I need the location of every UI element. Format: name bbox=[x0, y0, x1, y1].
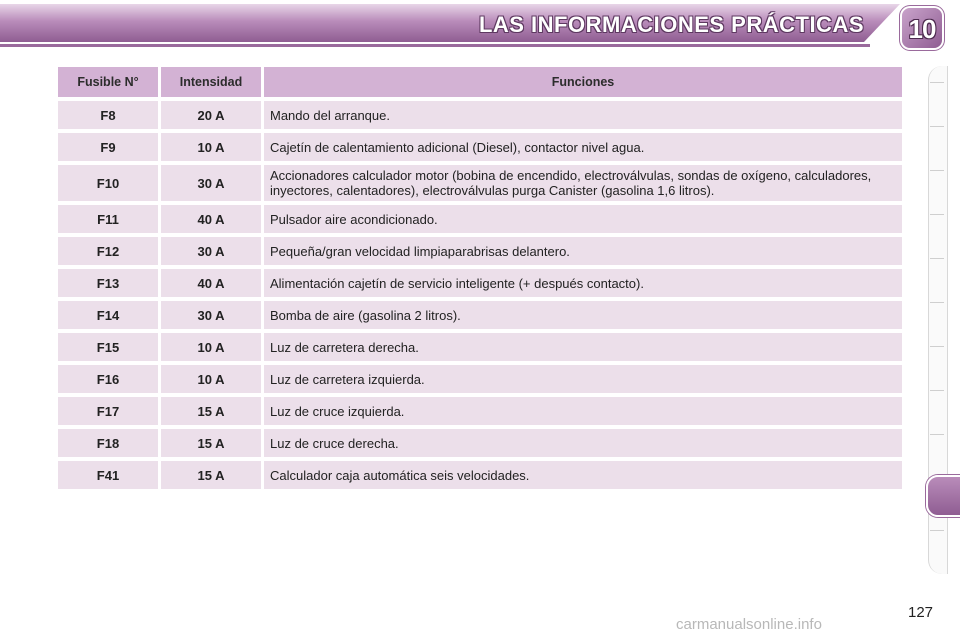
tab-divider bbox=[930, 214, 944, 215]
fuse-number: F18 bbox=[58, 429, 158, 457]
fuse-function: Calculador caja automática seis velocidades. bbox=[264, 461, 902, 489]
table-row bbox=[58, 429, 902, 457]
fuse-amperage: 30 A bbox=[161, 301, 261, 329]
tab-divider bbox=[930, 390, 944, 391]
fuse-function: Pequeña/gran velocidad limpiaparabrisas delantero. bbox=[264, 237, 902, 265]
fuse-number: F15 bbox=[58, 333, 158, 361]
tab-divider bbox=[930, 170, 944, 171]
fuse-function: Cajetín de calentamiento adicional (Diesel), contactor nivel agua. bbox=[264, 133, 902, 161]
fuse-amperage: 10 A bbox=[161, 333, 261, 361]
fuse-amperage: 15 A bbox=[161, 397, 261, 425]
tab-divider bbox=[930, 126, 944, 127]
chapter-badge bbox=[902, 8, 942, 48]
fuse-amperage: 15 A bbox=[161, 429, 261, 457]
fuse-number: F9 bbox=[58, 133, 158, 161]
tab-divider bbox=[930, 258, 944, 259]
fuse-function: Accionadores calculador motor (bobina de encendido, electroválvulas, sondas de oxígeno, calculadores, inyectores, calentadores), electroválvulas purga Canister (gasolina 1,6 litros). bbox=[264, 165, 902, 201]
table-row bbox=[58, 237, 902, 265]
table-row bbox=[58, 365, 902, 393]
fuse-function: Alimentación cajetín de servicio inteligente (+ después contacto). bbox=[264, 269, 902, 297]
fuse-number: F41 bbox=[58, 461, 158, 489]
fuse-number: F8 bbox=[58, 101, 158, 129]
tab-divider bbox=[930, 82, 944, 83]
table-row bbox=[58, 133, 902, 161]
fuse-amperage: 10 A bbox=[161, 365, 261, 393]
chapter-number: 10 bbox=[908, 14, 936, 44]
column-header-functions: Funciones bbox=[264, 67, 902, 97]
table-header-row bbox=[58, 67, 902, 97]
fuse-amperage: 30 A bbox=[161, 165, 261, 201]
tab-divider bbox=[930, 530, 944, 531]
page-header bbox=[0, 0, 960, 52]
table-row bbox=[58, 205, 902, 233]
header-underline bbox=[0, 44, 870, 47]
watermark: carmanualsonline.info bbox=[676, 616, 822, 633]
fuse-number: F13 bbox=[58, 269, 158, 297]
fuse-number: F10 bbox=[58, 165, 158, 201]
fuse-amperage: 40 A bbox=[161, 269, 261, 297]
fuse-amperage: 30 A bbox=[161, 237, 261, 265]
fuse-function: Luz de cruce izquierda. bbox=[264, 397, 902, 425]
fuse-amperage: 10 A bbox=[161, 133, 261, 161]
chapter-tab-active[interactable] bbox=[926, 475, 960, 517]
fuse-function: Luz de carretera derecha. bbox=[264, 333, 902, 361]
fuse-function: Bomba de aire (gasolina 2 litros). bbox=[264, 301, 902, 329]
tab-divider bbox=[930, 434, 944, 435]
fuse-function: Mando del arranque. bbox=[264, 101, 902, 129]
table-row bbox=[58, 269, 902, 297]
table-row bbox=[58, 101, 902, 129]
table-row bbox=[58, 301, 902, 329]
tab-divider bbox=[930, 346, 944, 347]
fuse-number: F16 bbox=[58, 365, 158, 393]
fuse-number: F17 bbox=[58, 397, 158, 425]
table-row bbox=[58, 333, 902, 361]
fuse-number: F12 bbox=[58, 237, 158, 265]
page-title: LAS INFORMACIONES PRÁCTICAS bbox=[478, 12, 864, 37]
fuse-amperage: 20 A bbox=[161, 101, 261, 129]
fuse-function: Pulsador aire acondicionado. bbox=[264, 205, 902, 233]
fuse-amperage: 15 A bbox=[161, 461, 261, 489]
column-header-fuse: Fusible N° bbox=[58, 67, 158, 97]
column-header-amperage: Intensidad bbox=[161, 67, 261, 97]
table-row bbox=[58, 461, 902, 489]
page-number: 127 bbox=[908, 604, 934, 621]
fuse-function: Luz de cruce derecha. bbox=[264, 429, 902, 457]
table-row bbox=[58, 397, 902, 425]
fuse-table bbox=[55, 63, 905, 493]
fuse-number: F11 bbox=[58, 205, 158, 233]
fuse-amperage: 40 A bbox=[161, 205, 261, 233]
fuse-function: Luz de carretera izquierda. bbox=[264, 365, 902, 393]
fuse-number: F14 bbox=[58, 301, 158, 329]
tab-divider bbox=[930, 302, 944, 303]
table-row bbox=[58, 165, 902, 201]
